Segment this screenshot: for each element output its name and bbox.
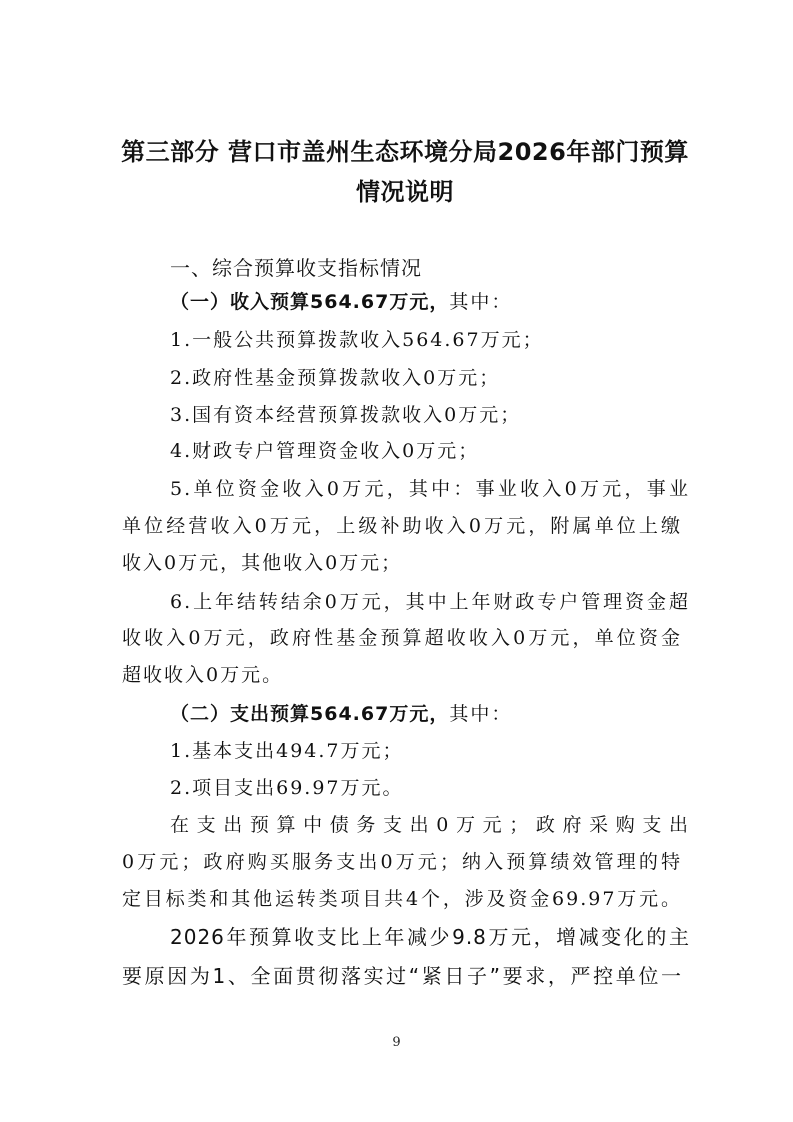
income-item-2: 2.政府性基金预算拨款收入0万元； (170, 367, 501, 389)
expense-item-2: 2.项目支出69.97万元。 (170, 777, 404, 799)
income-item-6-line-3: 超收收入0万元。 (122, 664, 284, 686)
income-item-4: 4.财政专户管理资金收入0万元； (170, 440, 480, 462)
document-title-line-1: 第三部分 营口市盖州生态环境分局2026年部门预算 (121, 138, 689, 166)
income-item-5-line-3: 收入0万元，其他收入0万元； (122, 552, 403, 574)
income-item-6-line-1: 6.上年结转结余0万元，其中上年财政专户管理资金超 (170, 591, 690, 613)
expense-heading-rest: 其中： (449, 703, 513, 725)
summary-line-2: 要原因为1、全面贯彻落实过“紧日子”要求，严控单位一 (122, 964, 682, 988)
income-item-5-line-2: 单位经营收入0万元，上级补助收入0万元，附属单位上缴 (122, 515, 682, 537)
summary-line-1: 2026年预算收支比上年减少9.8万元，增减变化的主 (170, 925, 690, 949)
document-title-line-2: 情况说明 (356, 178, 454, 206)
income-heading-rest: 其中： (449, 291, 513, 313)
page-number: 9 (392, 1035, 401, 1050)
income-item-5-line-1: 5.单位资金收入0万元，其中：事业收入0万元，事业 (170, 478, 690, 500)
section-heading: 一、综合预算收支指标情况 (170, 256, 422, 280)
expense-heading (170, 700, 690, 728)
expense-note-line-2: 0万元；政府购买服务支出0万元；纳入预算绩效管理的特 (122, 851, 682, 873)
expense-item-1: 1.基本支出494.7万元； (170, 740, 404, 762)
income-item-1: 1.一般公共预算拨款收入564.67万元； (170, 329, 544, 351)
expense-note-line-3: 定目标类和其他运转类项目共4个，涉及资金69.97万元。 (122, 888, 682, 910)
income-heading (170, 288, 690, 316)
income-heading-bold: （一）收入预算564.67万元， (170, 291, 450, 313)
expense-heading-bold: （二）支出预算564.67万元， (170, 703, 450, 725)
income-item-6-line-2: 收收入0万元，政府性基金预算超收收入0万元，单位资金 (122, 627, 682, 649)
income-item-3: 3.国有资本经营预算拨款收入0万元； (170, 404, 522, 426)
expense-note-line-1: 在支出预算中债务支出0万元；政府采购支出 (170, 814, 690, 836)
